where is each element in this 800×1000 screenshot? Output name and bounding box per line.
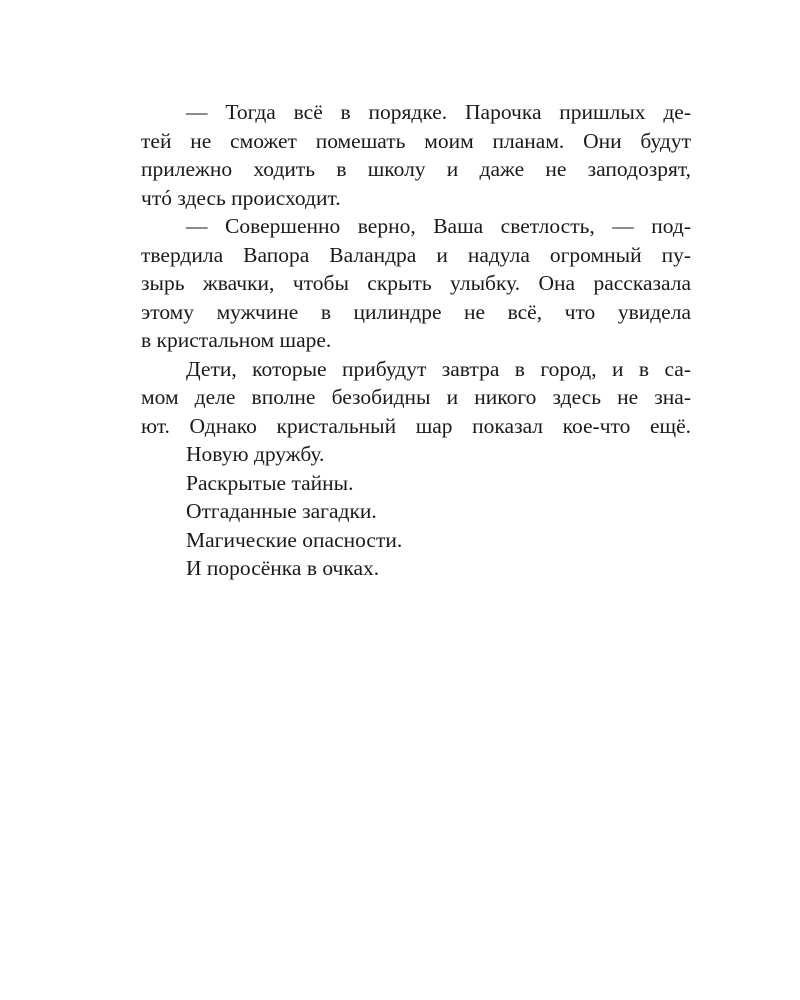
text-line: — Тогда всё в порядке. Парочка пришлых де- xyxy=(186,100,691,124)
text-line: Раскрытые тайны. xyxy=(186,470,354,495)
text-line: Магические опасности. xyxy=(186,527,403,552)
text-line: прилежно ходить в школу и даже не заподозрят, xyxy=(141,157,691,181)
text-line: Новую дружбу. xyxy=(186,442,325,466)
text-line: чтó здесь происходит. xyxy=(141,185,341,210)
text-line: этому мужчине в цилиндре не всё, что увидела xyxy=(141,299,691,324)
text-line: тей не сможет помешать моим планам. Они будут xyxy=(141,128,691,153)
text-line: твердила Вапора Валандра и надула огромный пу- xyxy=(141,242,691,267)
text-line: ют. Однако кристальный шар показал кое-что ещё. xyxy=(141,413,691,438)
text-line: в кристальном шаре. xyxy=(141,328,332,352)
text-line: Дети, которые прибудут завтра в город, и в са- xyxy=(186,356,691,381)
text-line: И поросёнка в очках. xyxy=(186,556,380,580)
text-line: мом деле вполне безобидны и никого здесь не зна- xyxy=(141,385,691,409)
text-line: Отгаданные загадки. xyxy=(186,499,377,523)
book-page-text xyxy=(141,98,691,583)
text-line: зырь жвачки, чтобы скрыть улыбку. Она рассказала xyxy=(141,271,691,295)
text-line: — Совершенно верно, Ваша светлость, — под- xyxy=(186,214,691,238)
